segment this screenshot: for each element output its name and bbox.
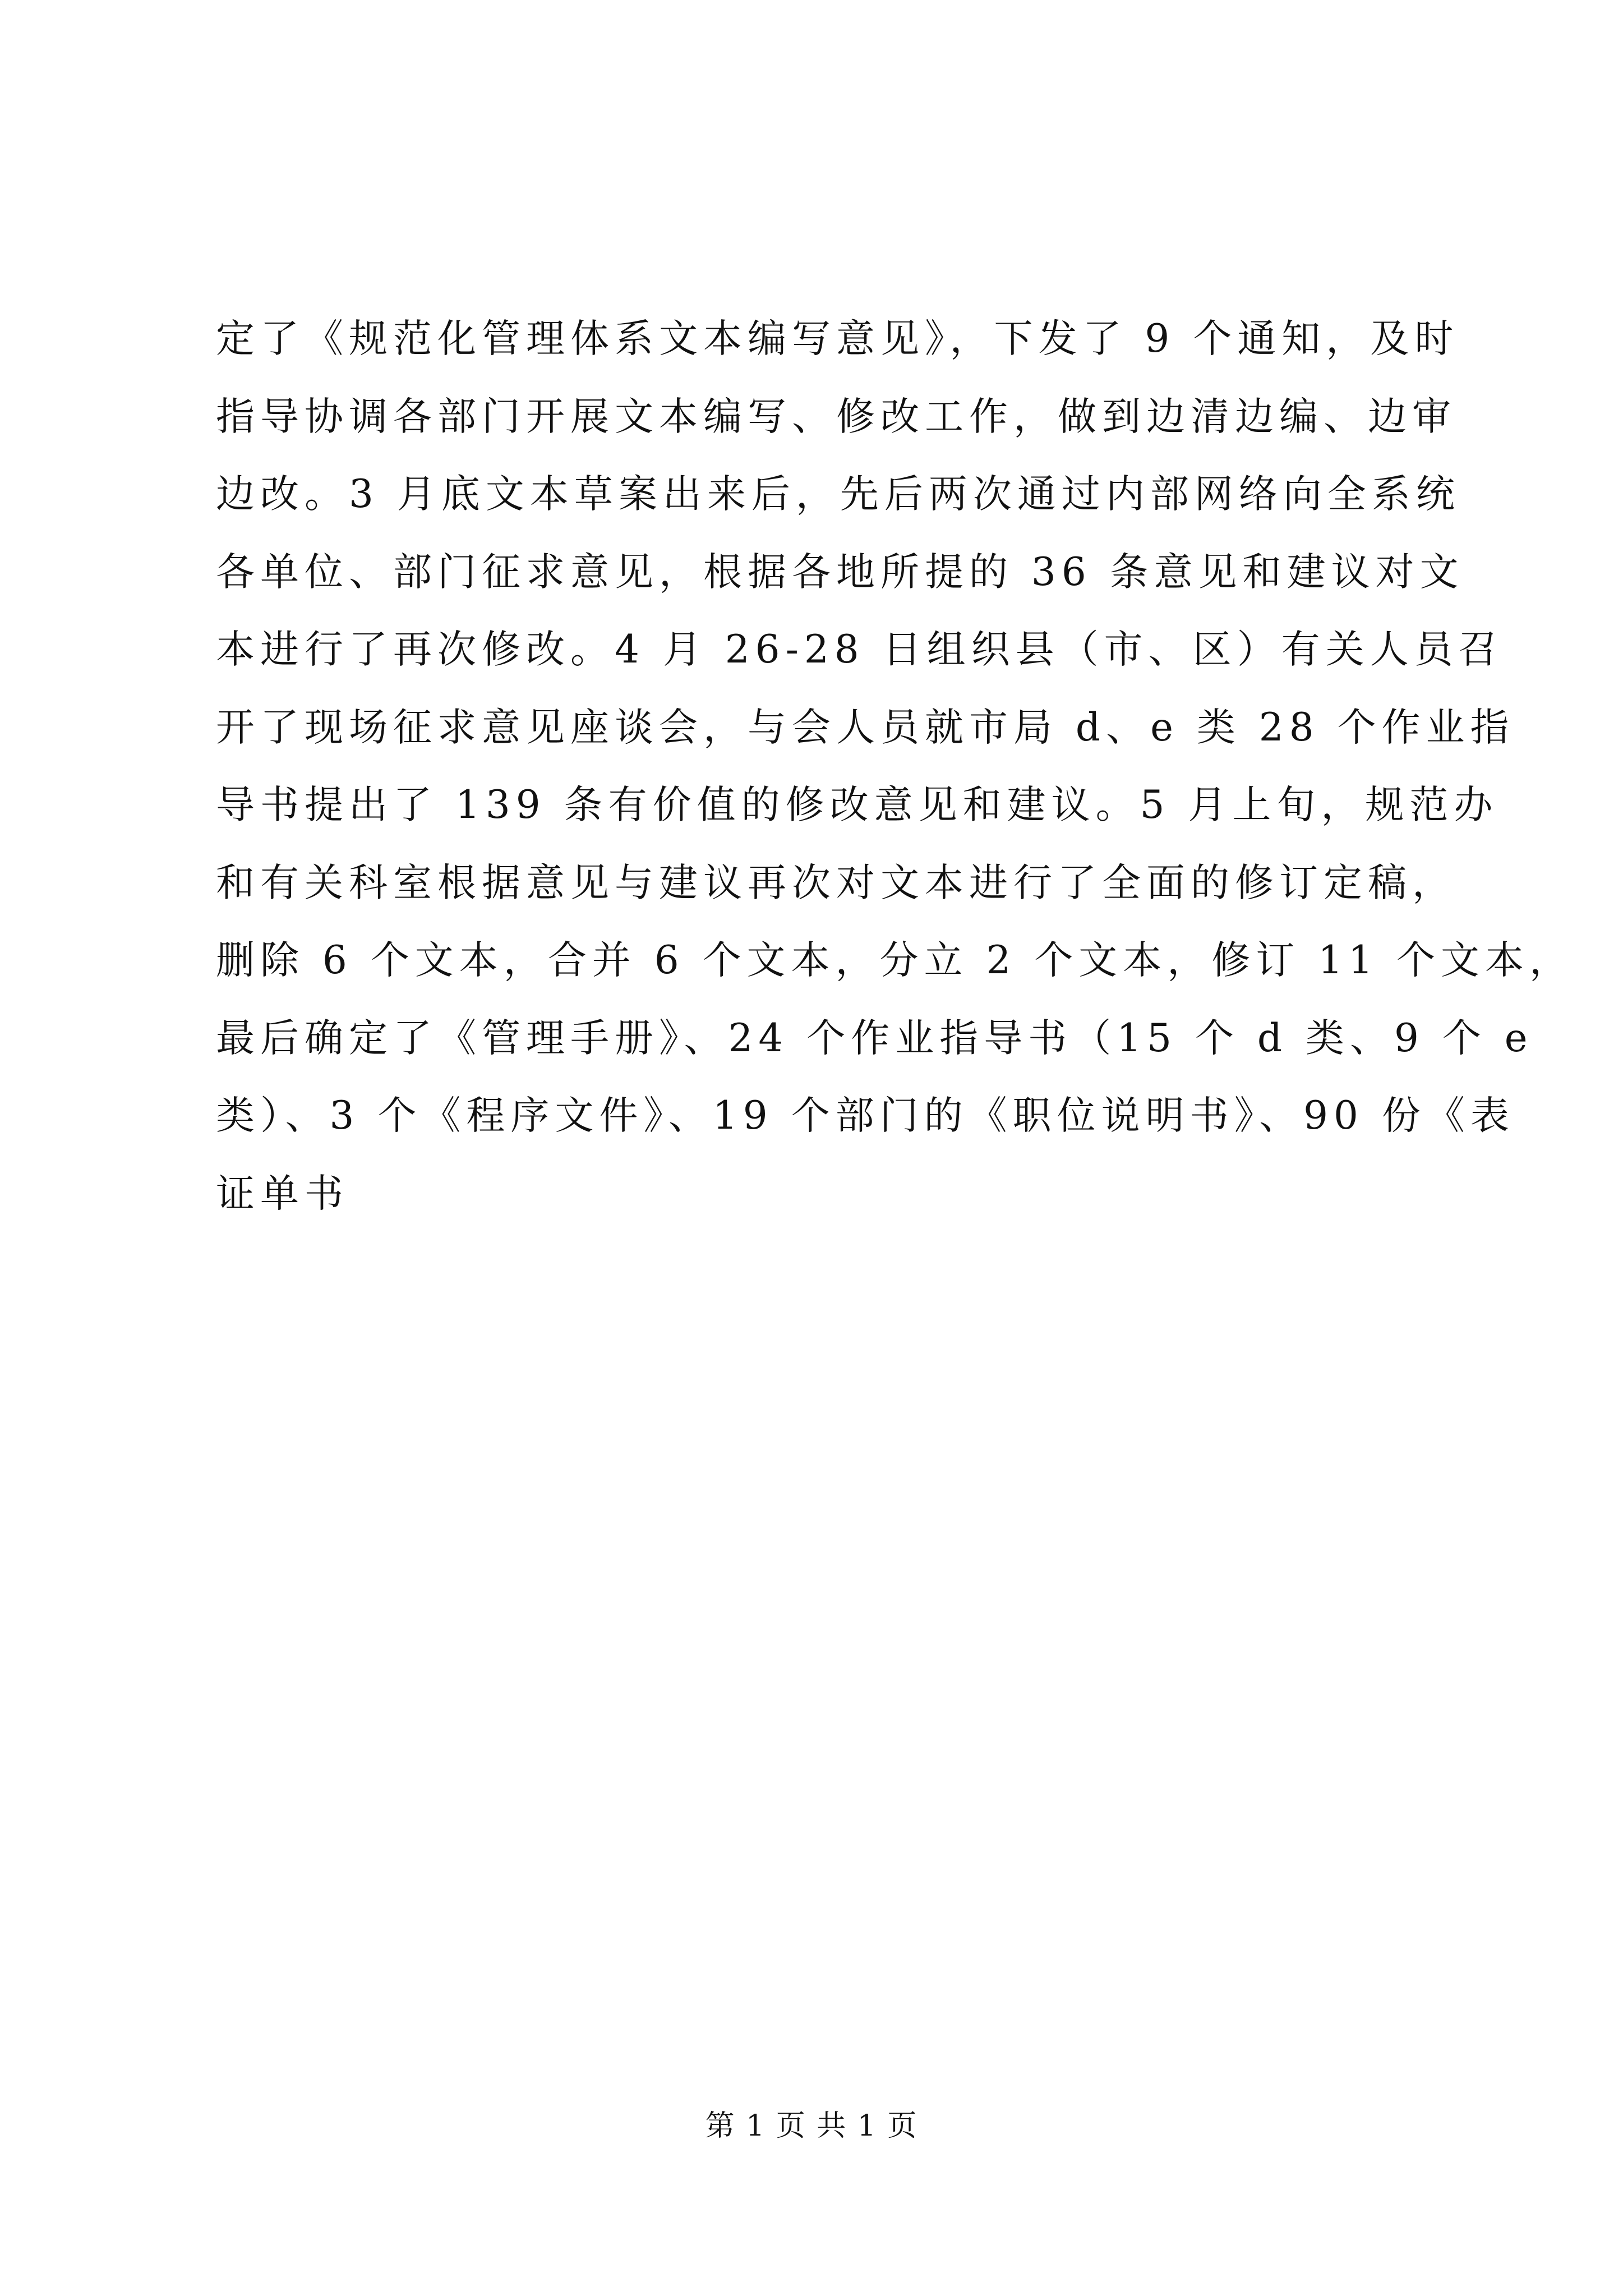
text-line: 删除 6 个文本，合并 6 个文本，分立 2 个文本，修订 11 个文本， [216,938,1574,983]
text-line: 类）、3 个《程序文件》、19 个部门的《职位说明书》、90 份《表 [216,1093,1515,1138]
text-line: 指导协调各部门开展文本编写、修改工作，做到边清边编、边审 [216,394,1456,439]
text-line: 定了《规范化管理体系文本编写意见》，下发了 9 个通知，及时 [216,316,1459,361]
text-line: 本进行了再次修改。4 月 26-28 日组织县（市、区）有关人员召 [216,627,1503,672]
text-line: 和有关科室根据意见与建议再次对文本进行了全面的修订定稿， [216,860,1456,905]
text-line: 最后确定了《管理手册》、24 个作业指导书（15 个 d 类、9 个 e [216,1015,1533,1061]
text-line: 各单位、部门征求意见，根据各地所提的 36 条意见和建议对文 [216,549,1464,595]
body-paragraph [216,300,1574,1232]
page-number-label: 第 1 页 共 1 页 [705,2109,918,2143]
text-line: 开了现场征求意见座谈会，与会人员就市局 d、e 类 28 个作业指 [216,705,1515,750]
text-line: 证单书 [216,1171,349,1216]
text-line: 导书提出了 139 条有价值的修改意见和建议。5 月上旬，规范办 [216,783,1498,827]
text-line: 边改。3 月底文本草案出来后，先后两次通过内部网络向全系统 [216,472,1460,517]
page-footer [0,2106,1623,2146]
